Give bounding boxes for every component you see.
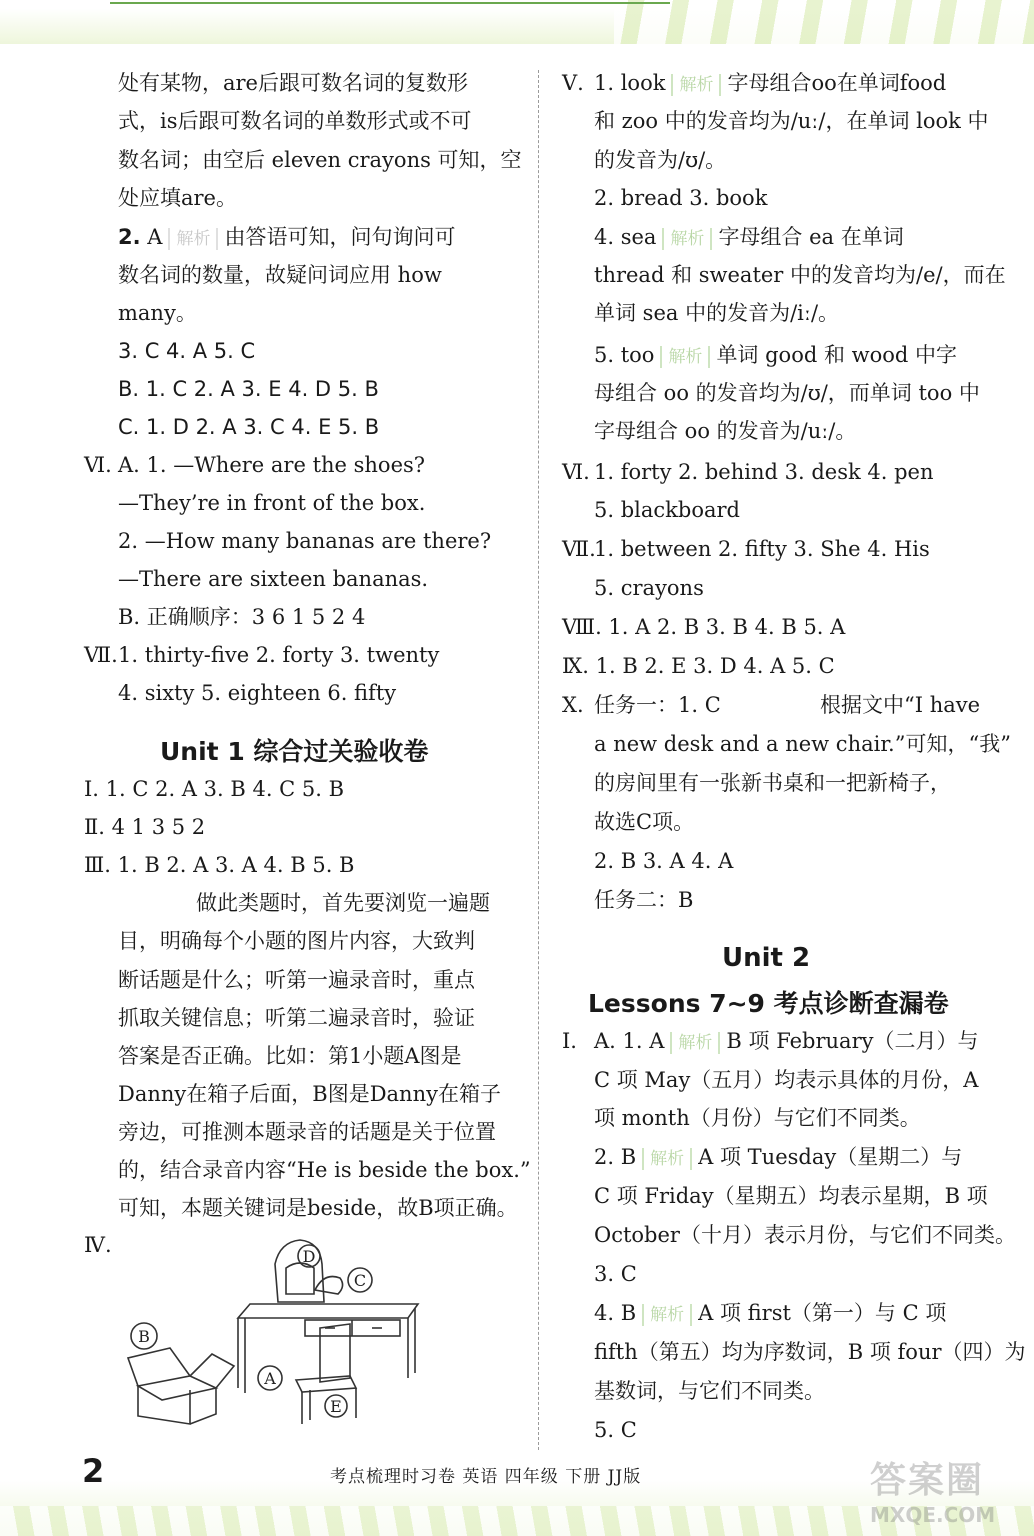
v1-text: 字母组合oo在单词food (727, 71, 947, 95)
left-row-c: C. 1. D 2. A 3. C 4. E 5. B (118, 415, 380, 439)
right-v4-line2: thread 和 sweater 中的发音均为/e/，而在 (594, 263, 1006, 287)
iii-exp-3: 断话题是什么；听第一遍录音时，重点 (118, 968, 475, 992)
desk-top (238, 1304, 418, 1318)
left-q2-line2: 数名词的数量，故疑问词应用 how (118, 263, 442, 287)
right-x-roman: Ⅹ. (562, 693, 584, 717)
q2-num: 2. (118, 225, 141, 249)
unit2-title: Unit 2 (722, 943, 811, 973)
analysis-tag: 解析 (660, 346, 710, 368)
left-ii-row: Ⅱ. 4 1 3 5 2 (84, 815, 206, 839)
right-x-1: 任务一：1. C (594, 693, 721, 717)
i-4-text: A 项 first（第一）与 C 项 (698, 1301, 947, 1325)
left-q2-line3: many。 (118, 301, 197, 325)
v5-text: 单词 good 和 wood 中字 (716, 343, 958, 367)
left-q2 (118, 218, 455, 256)
iii-exp-8: 的，结合录音内容“He is beside the box.” (118, 1158, 531, 1182)
left-vi-a1b: —They’re in front of the box. (118, 491, 426, 515)
label-e: E (330, 1397, 342, 1416)
right-i-2 (594, 1138, 962, 1176)
label-c: C (353, 1271, 367, 1290)
right-i-3: 3. C (594, 1262, 637, 1286)
watermark-logo (870, 1452, 1020, 1532)
v1-answer: 1. look (594, 71, 666, 95)
right-vii-roman: Ⅶ. (562, 537, 596, 561)
right-i-2-line2: C 项 Friday（星期五）均表示星期，B 项 (594, 1184, 988, 1208)
right-x-task2: 任务二：B (594, 888, 694, 912)
analysis-tag: 解析 (662, 228, 712, 250)
right-v1-line2: 和 zoo 中的发音均为/uː/，在单词 look 中 (594, 109, 989, 133)
right-vi-2: 5. blackboard (594, 498, 740, 522)
left-vii-1: 1. thirty-five 2. forty 3. twenty (118, 643, 440, 667)
footer-caption: 考点梳理时习卷 英语 四年级 下册 JJ版 (330, 1467, 642, 1487)
right-v4-line3: 单词 sea 中的发音为/iː/。 (594, 301, 840, 325)
lessons-title: Lessons 7~9 考点诊断查漏卷 (588, 989, 949, 1018)
right-v1 (594, 64, 946, 102)
box-body (138, 1386, 216, 1424)
right-i-a1-line2: C 项 May（五月）均表示具体的月份，A (594, 1068, 979, 1092)
left-row-b: B. 1. C 2. A 3. E 4. D 5. B (118, 377, 379, 401)
top-rule (110, 2, 670, 4)
right-vi-1: 1. forty 2. behind 3. desk 4. pen (594, 460, 934, 484)
i-2-text: A 项 Tuesday（星期二）与 (698, 1145, 963, 1169)
left-row-3c: 3. C 4. A 5. C (118, 339, 256, 363)
left-vi-a1: A. 1. —Where are the shoes? (118, 453, 426, 477)
chair-back (320, 1324, 350, 1382)
analysis-tag: 解析 (642, 1304, 692, 1326)
left-vi-a2b: —There are sixteen bananas. (118, 567, 429, 591)
left-line-3: 数名词；由空后 eleven crayons 可知，空 (118, 148, 522, 172)
room-illustration (110, 1228, 430, 1428)
left-iii-row: Ⅲ. 1. B 2. A 3. A 4. B 5. B (84, 853, 355, 877)
right-v4 (594, 218, 904, 256)
right-viii-row: Ⅷ. 1. A 2. B 3. B 4. B 5. A (562, 615, 846, 639)
i-4-answer: 4. B (594, 1301, 637, 1325)
right-i-roman: Ⅰ. (562, 1029, 577, 1053)
left-vii-2: 4. sixty 5. eighteen 6. fifty (118, 681, 397, 705)
q2-answer: A (147, 225, 163, 249)
right-v5 (594, 336, 957, 374)
page-number: 2 (82, 1452, 105, 1490)
label-d: D (302, 1247, 316, 1266)
right-i-4-line3: 基数词，与它们不同类。 (594, 1379, 825, 1403)
iii-exp-7: 旁边，可推测本题录音的话题是关于位置 (118, 1120, 496, 1144)
analysis-tag: 解析 (642, 1148, 692, 1170)
right-vi-roman: Ⅵ. (562, 460, 590, 484)
label-a: A (264, 1369, 276, 1388)
right-v5-line2: 母组合 oo 的发音均为/ʊ/，而单词 too 中 (594, 381, 980, 405)
box-top (138, 1376, 216, 1400)
left-vii-roman: Ⅶ. (84, 643, 118, 667)
right-x-line3: 的房间里有一张新书桌和一把新椅子， (594, 771, 951, 795)
left-iv-roman: Ⅳ. (84, 1233, 112, 1257)
left-line-1: 处有某物，are后跟可数名词的复数形 (118, 71, 468, 95)
left-line-4: 处应填are。 (118, 186, 237, 210)
i-a1-answer: A. 1. A (594, 1029, 665, 1053)
cap (315, 1277, 343, 1295)
left-line-2: 式，is后跟可数名词的单数形式或不可 (118, 109, 472, 133)
right-i-4 (594, 1294, 946, 1332)
iii-exp-2: 目，明确每个小题的图片内容，大致判 (118, 929, 475, 953)
right-v-roman: Ⅴ. (562, 71, 584, 95)
right-i-2-line3: October（十月）表示月份，与它们不同类。 (594, 1223, 1016, 1247)
iii-exp-5: 答案是否正确。比如：第1小题A图是 (118, 1044, 462, 1068)
right-v5-line3: 字母组合 oo 的发音为/uː/。 (594, 419, 857, 443)
right-x-1-text: 根据文中“I have (820, 693, 981, 717)
right-x-line2: a new desk and a new chair.”可知，“我” (594, 732, 1011, 756)
watermark-url: MXQE.COM (870, 1503, 996, 1527)
iii-exp-4: 抓取关键信息；听第二遍录音时，验证 (118, 1006, 475, 1030)
v4-text: 字母组合 ea 在单词 (718, 225, 904, 249)
left-vi-a2: 2. —How many bananas are there? (118, 529, 492, 553)
iii-exp-1: 做此类题时，首先要浏览一遍题 (196, 891, 490, 915)
top-banner (0, 0, 1034, 44)
right-x-row2: 2. B 3. A 4. A (594, 849, 734, 873)
left-i-row: Ⅰ. 1. C 2. A 3. B 4. C 5. B (84, 777, 345, 801)
analysis-tag: 解析 (671, 74, 721, 96)
left-vi-roman: Ⅵ. (84, 453, 112, 477)
right-i-a1-line3: 项 month（月份）与它们不同类。 (594, 1106, 921, 1130)
i-2-answer: 2. B (594, 1145, 637, 1169)
iii-exp-9: 可知，本题关键词是beside，故B项正确。 (118, 1196, 518, 1220)
label-b: B (138, 1327, 150, 1346)
i-a1-text: B 项 February（二月）与 (726, 1029, 979, 1053)
analysis-tag: 解析 (670, 1032, 720, 1054)
unit1-title: Unit 1 综合过关验收卷 (160, 737, 429, 766)
right-ix-row: Ⅸ. 1. B 2. E 3. D 4. A 5. C (562, 654, 835, 678)
right-i-a1 (594, 1022, 978, 1060)
q2-text: 由答语可知，问句询问可 (224, 225, 456, 249)
right-x-line4: 故选C项。 (594, 810, 695, 834)
watermark-text: 答案圈 (870, 1460, 985, 1501)
analysis-tag: 解析 (168, 228, 218, 250)
right-v2: 2. bread 3. book (594, 186, 768, 210)
left-vi-b: B. 正确顺序：3 6 1 5 2 4 (118, 605, 366, 629)
right-i-5: 5. C (594, 1418, 637, 1442)
right-v1-line3: 的发音为/ʊ/。 (594, 148, 727, 172)
v4-answer: 4. sea (594, 225, 657, 249)
v5-answer: 5. too (594, 343, 655, 367)
column-divider (538, 70, 539, 1450)
right-vii-2: 5. crayons (594, 576, 704, 600)
right-vii-1: 1. between 2. fifty 3. She 4. His (594, 537, 930, 561)
right-i-4-line2: fifth（第五）均为序数词，B 项 four（四）为 (594, 1340, 1026, 1364)
iii-exp-6: Danny在箱子后面，B图是Danny在箱子 (118, 1082, 501, 1106)
